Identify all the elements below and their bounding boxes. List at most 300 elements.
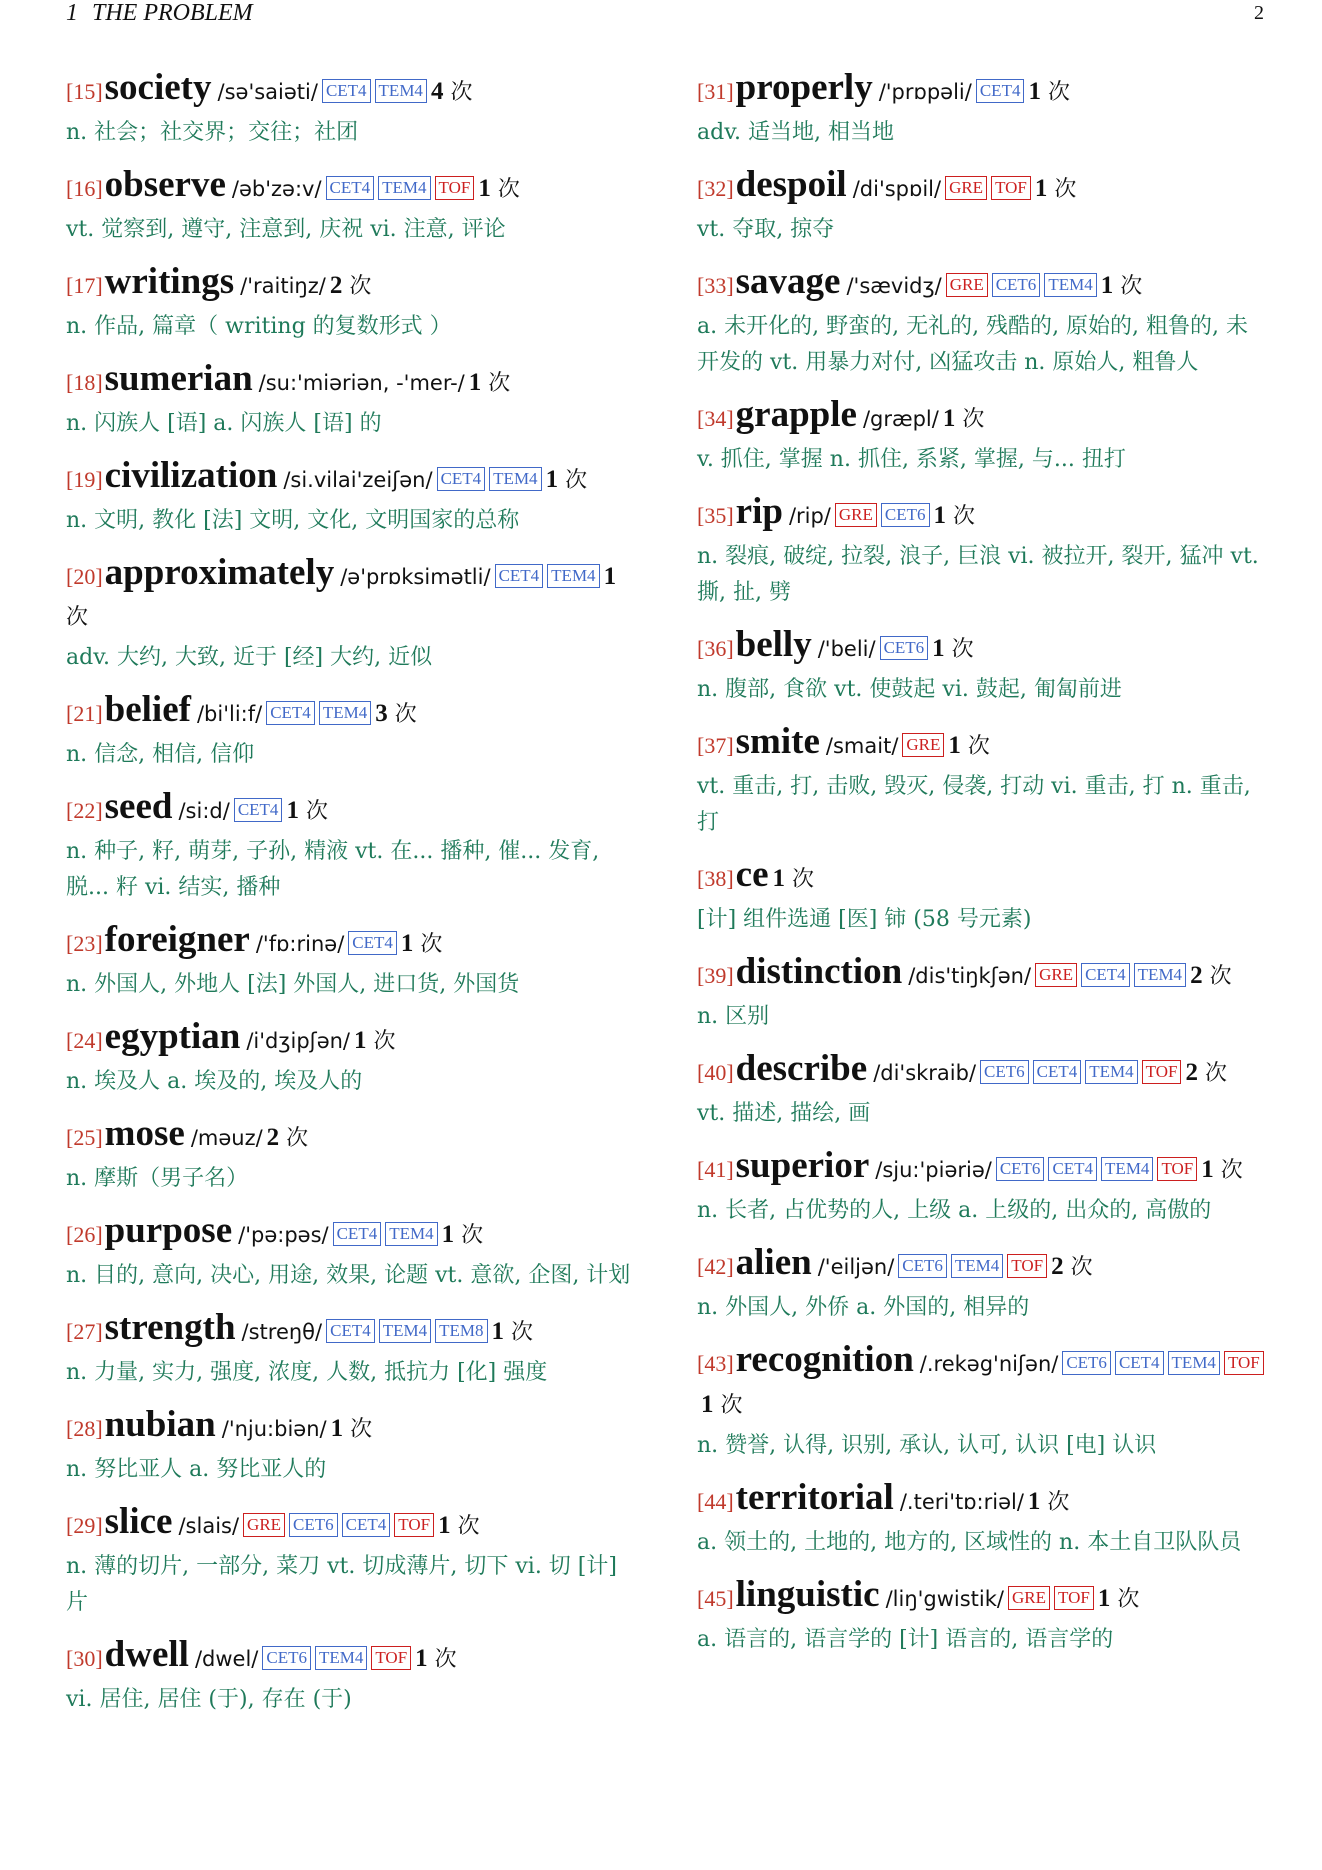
- entry-index: [34]: [697, 406, 734, 431]
- entry-count-unit: 次: [1047, 80, 1070, 105]
- entry-word: nubian: [104, 1404, 216, 1445]
- entry-index: [42]: [697, 1254, 734, 1279]
- entry-index: [41]: [697, 1157, 734, 1182]
- vocab-entry: [697, 1340, 1269, 1464]
- exam-tag-tem4: TEM4: [489, 467, 541, 491]
- exam-tag-cet6: CET6: [1062, 1351, 1111, 1375]
- entry-index: [25]: [66, 1125, 103, 1150]
- entry-definition: n. 文明, 教化 [法] 文明, 文化, 文明国家的总称: [66, 508, 520, 533]
- left-column: [66, 68, 638, 1732]
- entry-definition: vi. 居住, 居住 (于), 存在 (于): [66, 1687, 352, 1712]
- entry-count-unit: 次: [349, 274, 372, 299]
- entry-headline: [697, 1243, 1269, 1288]
- entry-count-value: 1: [286, 797, 299, 824]
- entry-word: dwell: [104, 1634, 189, 1675]
- vocab-entry: [66, 1017, 638, 1100]
- entry-definition: a. 领土的, 土地的, 地方的, 区域性的 n. 本土自卫队队员: [697, 1530, 1242, 1555]
- entry-count: [546, 468, 588, 493]
- entry-phonetic: /.rekəg'niʃən/: [919, 1352, 1059, 1376]
- exam-tag-cet4: CET4: [437, 467, 486, 491]
- entry-phonetic: /di'skraib/: [873, 1061, 977, 1085]
- entry-count-unit: 次: [1209, 964, 1232, 989]
- entry-count-value: 2: [1190, 962, 1203, 989]
- entry-phonetic: /streŋθ/: [241, 1320, 323, 1344]
- exam-tag-tof: TOF: [1054, 1586, 1094, 1610]
- entry-headline: [66, 1211, 638, 1256]
- entry-index: [30]: [66, 1646, 103, 1671]
- entry-count-unit: 次: [1054, 177, 1077, 202]
- entry-headline: [697, 855, 1269, 900]
- entry-headline: [697, 68, 1269, 113]
- entry-index: [15]: [66, 79, 103, 104]
- entry-definition: n. 长者, 占优势的人, 上级 a. 上级的, 出众的, 高傲的: [697, 1198, 1212, 1223]
- entry-definition: n. 信念, 相信, 信仰: [66, 742, 255, 767]
- entry-count-unit: 次: [1220, 1158, 1243, 1183]
- entry-phonetic: /məuz/: [190, 1126, 263, 1150]
- vocab-entry: [697, 68, 1269, 151]
- entry-phonetic: /ə'prɒksimətli/: [340, 565, 491, 589]
- entry-count-value: 2: [1185, 1059, 1198, 1086]
- entry-count: [401, 932, 443, 957]
- vocab-entry: [697, 262, 1269, 381]
- entry-index: [29]: [66, 1513, 103, 1538]
- entry-count: [330, 274, 372, 299]
- vocab-entry: [66, 1211, 638, 1294]
- vocab-entry: [66, 359, 638, 442]
- exam-tag-cet4: CET4: [348, 931, 397, 955]
- entry-count: [1190, 964, 1232, 989]
- entry-phonetic: /slais/: [178, 1514, 240, 1538]
- entry-count: [1185, 1061, 1227, 1086]
- entry-word: observe: [104, 164, 226, 205]
- entry-phonetic: /'nju:biən/: [221, 1417, 327, 1441]
- entry-phonetic: /dis'tiŋkʃən/: [908, 964, 1032, 988]
- entry-word: recognition: [735, 1339, 914, 1380]
- entry-word: alien: [735, 1242, 812, 1283]
- entry-count-value: 2: [329, 272, 343, 299]
- entry-count-value: 1: [438, 1512, 451, 1539]
- entry-word: smite: [735, 721, 820, 762]
- entry-index: [45]: [697, 1586, 734, 1611]
- exam-tag-tof: TOF: [371, 1646, 411, 1670]
- exam-tag-tof: TOF: [1142, 1060, 1182, 1084]
- exam-tag-cet4: CET4: [326, 176, 375, 200]
- exam-tag-cet6: CET6: [289, 1513, 338, 1537]
- entry-word: savage: [735, 261, 841, 302]
- entry-word: distinction: [735, 951, 903, 992]
- entry-headline: [697, 1340, 1269, 1426]
- entry-count: [469, 371, 511, 396]
- entry-index: [21]: [66, 701, 103, 726]
- entry-count: [1051, 1255, 1093, 1280]
- entry-phonetic: /liŋ'gwistik/: [885, 1587, 1004, 1611]
- entry-count-value: 1: [354, 1027, 367, 1054]
- entry-count-unit: 次: [951, 637, 974, 662]
- vocab-entry: [66, 1502, 638, 1621]
- entry-word: linguistic: [735, 1574, 880, 1615]
- exam-tag-cet6: CET6: [996, 1157, 1045, 1181]
- entry-count-unit: 次: [967, 734, 990, 759]
- entry-definition: a. 语言的, 语言学的 [计] 语言的, 语言学的: [697, 1627, 1114, 1652]
- entry-count: [1098, 1587, 1140, 1612]
- entry-word: foreigner: [104, 919, 250, 960]
- vocab-entry: [66, 165, 638, 248]
- exam-tag-tem4: TEM4: [379, 1319, 431, 1343]
- vocab-entry: [697, 492, 1269, 611]
- entry-definition: vt. 描述, 描绘, 画: [697, 1101, 871, 1126]
- entry-count-value: 1: [701, 1391, 714, 1418]
- entry-count-unit: 次: [286, 1126, 309, 1151]
- entry-count-unit: 次: [434, 1647, 457, 1672]
- entry-definition: n. 目的, 意向, 决心, 用途, 效果, 论题 vt. 意欲, 企图, 计划: [66, 1263, 631, 1288]
- exam-tag-cet4: CET4: [1048, 1157, 1097, 1181]
- entry-count-value: 1: [932, 635, 945, 662]
- chapter-heading: [66, 0, 253, 27]
- entry-headline: [697, 395, 1269, 440]
- entry-count-unit: 次: [1047, 1490, 1070, 1515]
- entry-count-value: 2: [266, 1124, 280, 1151]
- entry-phonetic: /'eiljən/: [817, 1255, 895, 1279]
- exam-tag-gre: GRE: [902, 733, 944, 757]
- entry-word: seed: [104, 786, 173, 827]
- entry-count-unit: 次: [1117, 1587, 1140, 1612]
- entry-index: [18]: [66, 370, 103, 395]
- entry-count-value: 1: [948, 732, 961, 759]
- exam-tag-gre: GRE: [945, 176, 987, 200]
- vocab-entry: [697, 855, 1269, 938]
- exam-tag-cet4: CET4: [234, 798, 283, 822]
- entry-headline: [66, 359, 638, 404]
- exam-tag-tem4: TEM4: [1085, 1060, 1137, 1084]
- exam-tag-tem4: TEM4: [547, 564, 599, 588]
- entry-count-unit: 次: [720, 1393, 743, 1418]
- entry-word: strength: [104, 1307, 236, 1348]
- entry-count: [773, 867, 815, 892]
- entry-headline: [66, 920, 638, 965]
- exam-tag-tem4: TEM4: [385, 1222, 437, 1246]
- page-number: 2: [1254, 2, 1264, 24]
- entry-definition: a. 未开化的, 野蛮的, 无礼的, 残酷的, 原始的, 粗鲁的, 未开发的 vt. 用暴力对付, 凶猛攻击 n. 原始人, 粗鲁人: [697, 314, 1249, 375]
- exam-tag-cet4: CET4: [1081, 963, 1130, 987]
- entry-count-unit: 次: [953, 504, 976, 529]
- entry-index: [33]: [697, 273, 734, 298]
- entry-phonetic: /græpl/: [862, 407, 939, 431]
- entry-headline: [697, 625, 1269, 670]
- exam-tag-tof: TOF: [1224, 1351, 1264, 1375]
- exam-tag-cet4: CET4: [495, 564, 544, 588]
- vocab-entry: [697, 1146, 1269, 1229]
- entry-index: [24]: [66, 1028, 103, 1053]
- entry-headline: [697, 722, 1269, 767]
- entry-count-value: 1: [1034, 175, 1048, 202]
- entry-count: [442, 1223, 484, 1248]
- exam-tag-cet6: CET6: [880, 636, 929, 660]
- vocab-entry: [66, 787, 638, 906]
- exam-tag-tem4: TEM4: [319, 701, 371, 725]
- entry-headline: [66, 262, 638, 307]
- entry-definition: n. 腹部, 食欲 vt. 使鼓起 vi. 鼓起, 匍匐前进: [697, 677, 1122, 702]
- entry-phonetic: /.teri'tɒ:riəl/: [899, 1490, 1024, 1514]
- entry-word: slice: [104, 1501, 173, 1542]
- entry-count-value: 1: [1028, 78, 1041, 105]
- entry-count-value: 1: [942, 405, 956, 432]
- exam-tag-tem4: TEM4: [315, 1646, 367, 1670]
- vocab-entry: [66, 1405, 638, 1488]
- exam-tag-cet6: CET6: [881, 503, 930, 527]
- entry-headline: [66, 1017, 638, 1062]
- entry-headline: [66, 1635, 638, 1680]
- entry-definition: n. 赞誉, 认得, 识别, 承认, 认可, 认识 [电] 认识: [697, 1433, 1157, 1458]
- entry-index: [28]: [66, 1416, 103, 1441]
- exam-tag-tem4: TEM4: [378, 176, 430, 200]
- exam-tag-tof: TOF: [991, 176, 1031, 200]
- entry-definition: n. 裂痕, 破绽, 拉裂, 浪子, 巨浪 vi. 被拉开, 裂开, 猛冲 vt. 撕, 扯, 劈: [697, 544, 1259, 605]
- entry-phonetic: /su:'miəriən, -'mer-/: [258, 371, 465, 395]
- entry-count-value: 1: [1201, 1156, 1214, 1183]
- entry-headline: [697, 1478, 1269, 1523]
- entry-count-value: 2: [1051, 1253, 1064, 1280]
- exam-tag-tem4: TEM4: [1101, 1157, 1153, 1181]
- entry-definition: n. 闪族人 [语] a. 闪族人 [语] 的: [66, 411, 382, 436]
- entry-count-unit: 次: [565, 468, 588, 493]
- entry-count-value: 1: [491, 1318, 504, 1345]
- entry-definition: n. 力量, 实力, 强度, 浓度, 人数, 抵抗力 [化] 强度: [66, 1360, 548, 1385]
- entry-phonetic: /sju:'piəriə/: [875, 1158, 992, 1182]
- entry-count-unit: 次: [497, 177, 520, 202]
- entry-count: [431, 80, 473, 105]
- entry-count: [948, 734, 990, 759]
- entry-index: [22]: [66, 798, 103, 823]
- entry-phonetic: /əb'zə:v/: [231, 177, 322, 201]
- entry-count: [267, 1126, 309, 1151]
- entry-word: superior: [735, 1145, 870, 1186]
- entry-count-unit: 次: [450, 80, 473, 105]
- entry-count: [701, 1393, 743, 1418]
- entry-count: [492, 1320, 534, 1345]
- entry-definition: n. 外国人, 外地人 [法] 外国人, 进口货, 外国货: [66, 972, 520, 997]
- entry-phonetic: /'prɒpəli/: [878, 80, 972, 104]
- entry-word: describe: [735, 1048, 868, 1089]
- vocab-entry: [697, 395, 1269, 478]
- exam-tag-tof: TOF: [394, 1513, 434, 1537]
- entry-phonetic: /di'spɒil/: [852, 177, 942, 201]
- entry-headline: [66, 1502, 638, 1547]
- vocab-entry: [697, 1575, 1269, 1658]
- exam-tag-cet4: CET4: [976, 79, 1025, 103]
- exam-tag-cet4: CET4: [1033, 1060, 1082, 1084]
- entry-count-value: 4: [430, 78, 444, 105]
- entry-phonetic: /smait/: [825, 734, 899, 758]
- entry-headline: [697, 165, 1269, 210]
- entry-index: [39]: [697, 963, 734, 988]
- entry-word: sumerian: [104, 358, 253, 399]
- entry-count-value: 1: [478, 175, 491, 202]
- entry-index: [23]: [66, 931, 103, 956]
- vocab-entry: [66, 1635, 638, 1718]
- exam-tag-tem4: TEM4: [1134, 963, 1186, 987]
- entry-headline: [697, 1049, 1269, 1094]
- entry-count-unit: 次: [792, 867, 815, 892]
- entry-count-value: 3: [375, 700, 388, 727]
- entry-index: [17]: [66, 273, 103, 298]
- entry-headline: [66, 68, 638, 113]
- exam-tag-cet4: CET4: [342, 1513, 391, 1537]
- exam-tag-cet6: CET6: [980, 1060, 1029, 1084]
- entry-headline: [697, 492, 1269, 537]
- entry-count-value: 1: [330, 1415, 344, 1442]
- entry-headline: [66, 1308, 638, 1353]
- entry-count-unit: 次: [305, 799, 328, 824]
- exam-tag-tem4: TEM4: [1168, 1351, 1220, 1375]
- exam-tag-tem4: TEM4: [375, 79, 427, 103]
- entry-phonetic: /i'dʒipʃən/: [246, 1029, 351, 1053]
- entry-definition: n. 区别: [697, 1004, 770, 1029]
- entry-phonetic: /si:d/: [178, 799, 230, 823]
- entry-word: approximately: [104, 552, 335, 593]
- entry-definition: n. 摩斯（男子名）: [66, 1166, 249, 1191]
- entry-phonetic: /'raitiŋz/: [240, 274, 326, 298]
- exam-tag-gre: GRE: [1035, 963, 1077, 987]
- entry-count: [1028, 80, 1070, 105]
- entry-count-value: 1: [415, 1645, 428, 1672]
- entry-count-value: 1: [933, 502, 946, 529]
- entry-count: [375, 702, 417, 727]
- entry-index: [26]: [66, 1222, 103, 1247]
- entry-headline: [66, 1114, 638, 1159]
- entry-word: ce: [735, 854, 769, 895]
- vocab-entry: [697, 1049, 1269, 1132]
- entry-phonetic: /'sævidʒ/: [846, 274, 942, 298]
- entry-headline: [66, 456, 638, 501]
- vocab-entry: [697, 625, 1269, 708]
- entry-phonetic: /bi'li:f/: [196, 702, 263, 726]
- entry-phonetic: /'fɒ:rinə/: [255, 932, 345, 956]
- entry-phonetic: /si.vilai'zeiʃən/: [283, 468, 433, 492]
- entry-definition: vt. 夺取, 掠夺: [697, 217, 835, 242]
- exam-tag-gre: GRE: [946, 273, 988, 297]
- entry-index: [32]: [697, 176, 734, 201]
- vocab-entry: [66, 553, 638, 676]
- entry-count-unit: 次: [394, 702, 417, 727]
- entry-count-unit: 次: [488, 371, 511, 396]
- exam-tag-tem4: TEM4: [1044, 273, 1096, 297]
- entry-headline: [66, 1405, 638, 1450]
- entry-index: [27]: [66, 1319, 103, 1344]
- entry-definition: n. 外国人, 外侨 a. 外国的, 相异的: [697, 1295, 1030, 1320]
- vocab-entry: [66, 68, 638, 151]
- entry-index: [38]: [697, 866, 734, 891]
- entry-phonetic: /dwel/: [194, 1647, 259, 1671]
- exam-tag-gre: GRE: [243, 1513, 285, 1537]
- entry-count-unit: 次: [1070, 1255, 1093, 1280]
- entry-index: [36]: [697, 636, 734, 661]
- entry-count: [932, 637, 974, 662]
- entry-count-value: 1: [1100, 272, 1114, 299]
- entry-headline: [66, 787, 638, 832]
- entry-word: properly: [735, 67, 873, 108]
- exam-tag-tof: TOF: [1157, 1157, 1197, 1181]
- entry-index: [20]: [66, 564, 103, 589]
- entry-definition: n. 种子, 籽, 萌芽, 子孙, 精液 vt. 在... 播种, 催... 发育, 脱... 籽 vi. 结实, 播种: [66, 839, 600, 900]
- entry-index: [35]: [697, 503, 734, 528]
- right-column: [697, 68, 1269, 1672]
- entry-index: [16]: [66, 176, 103, 201]
- entry-count: [331, 1417, 373, 1442]
- entry-phonetic: /rip/: [788, 504, 831, 528]
- exam-tag-gre: GRE: [1008, 1586, 1050, 1610]
- entry-count: [943, 407, 985, 432]
- vocab-entry: [697, 1243, 1269, 1326]
- entry-word: territorial: [735, 1477, 894, 1518]
- page-header: [66, 0, 1264, 32]
- entry-count: [1028, 1490, 1070, 1515]
- entry-word: purpose: [104, 1210, 233, 1251]
- vocab-entry: [66, 1308, 638, 1391]
- entry-definition: n. 社会；社交界；交往；社团: [66, 120, 359, 145]
- vocab-entry: [66, 456, 638, 539]
- vocab-entry: [697, 165, 1269, 248]
- entry-phonetic: /sə'saiəti/: [217, 80, 318, 104]
- vocab-entry: [66, 1114, 638, 1197]
- entry-definition: vt. 觉察到, 遵守, 注意到, 庆祝 vi. 注意, 评论: [66, 217, 506, 242]
- entry-count: [1101, 274, 1143, 299]
- vocab-entry: [66, 690, 638, 773]
- entry-word: grapple: [735, 394, 857, 435]
- entry-count: [354, 1029, 396, 1054]
- entry-definition: n. 埃及人 a. 埃及的, 埃及人的: [66, 1069, 363, 1094]
- entry-definition: n. 作品, 篇章（ writing 的复数形式 ）: [66, 314, 452, 339]
- entry-count-value: 1: [468, 369, 482, 396]
- entry-count: [438, 1514, 480, 1539]
- vocab-entry: [697, 952, 1269, 1035]
- entry-count: [286, 799, 328, 824]
- vocab-entry: [66, 262, 638, 345]
- entry-count: [1201, 1158, 1243, 1183]
- exam-tag-cet6: CET6: [898, 1254, 947, 1278]
- entry-count-unit: 次: [350, 1417, 373, 1442]
- entry-count: [415, 1647, 457, 1672]
- entry-count-value: 1: [441, 1221, 455, 1248]
- entry-count: [1035, 177, 1077, 202]
- entry-word: despoil: [735, 164, 847, 205]
- vocab-entry: [697, 1478, 1269, 1561]
- entry-headline: [697, 1146, 1269, 1191]
- entry-definition: n. 努比亚人 a. 努比亚人的: [66, 1457, 327, 1482]
- exam-tag-cet4: CET4: [322, 79, 371, 103]
- entry-count: [934, 504, 976, 529]
- entry-word: rip: [735, 491, 783, 532]
- exam-tag-tem4: TEM4: [951, 1254, 1003, 1278]
- vocab-entry: [697, 722, 1269, 841]
- exam-tag-tof: TOF: [435, 176, 475, 200]
- entry-definition: adv. 适当地, 相当地: [697, 120, 894, 145]
- exam-tag-cet4: CET4: [266, 701, 315, 725]
- entry-count-value: 1: [603, 563, 617, 590]
- entry-count-unit: 次: [420, 932, 443, 957]
- chapter-title: THE PROBLEM: [92, 0, 253, 26]
- entry-definition: [计] 组件选通 [医] 铈 (58 号元素): [697, 907, 1032, 932]
- entry-count-value: 1: [772, 865, 786, 892]
- entry-count-value: 1: [400, 930, 414, 957]
- entry-definition: n. 薄的切片, 一部分, 菜刀 vt. 切成薄片, 切下 vi. 切 [计] 片: [66, 1554, 617, 1615]
- chapter-number: 1: [66, 0, 78, 26]
- entry-index: [19]: [66, 467, 103, 492]
- exam-tag-cet6: CET6: [262, 1646, 311, 1670]
- entry-word: society: [104, 67, 212, 108]
- entry-headline: [697, 952, 1269, 997]
- entry-count-value: 1: [1027, 1488, 1041, 1515]
- entry-word: civilization: [104, 455, 278, 496]
